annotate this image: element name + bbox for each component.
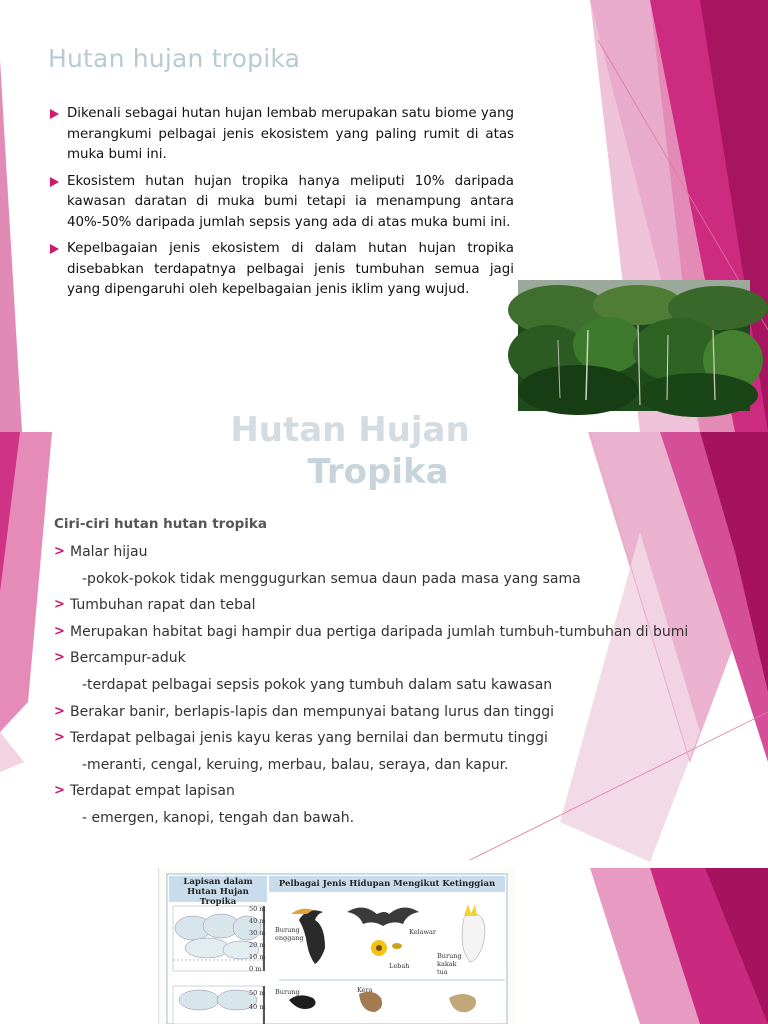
list-subitem (54, 672, 744, 699)
list-item-text: Terdapat pelbagai jenis kayu keras yang bernilai dan bermutu tinggi (70, 730, 548, 747)
animal-label: Kera (357, 986, 373, 994)
slide-1 (0, 0, 768, 432)
list-subitem (54, 752, 744, 779)
list-item-text: Merupakan habitat bagi hampir dua pertiga daripada jumlah tumbuh-tumbuhan di bumi (70, 623, 689, 640)
triangle-bullet-icon (50, 109, 59, 119)
list-subitem (54, 566, 744, 593)
chevron-right-icon: > (54, 730, 65, 746)
list-item (54, 645, 744, 672)
list-item (54, 539, 744, 566)
list-item (54, 619, 744, 646)
bullet-text: Kepelbagaian jenis ekosistem di dalam hutan hujan tropika disebabkan terdapatnya pelbagai jenis tumbuhan semua jagi yang dipengaruhi oleh kepelbagaian jenis iklim yang wujud. (67, 241, 514, 297)
section-heading: Ciri-ciri hutan hutan tropika (54, 516, 267, 532)
bullet-text: Dikenali sebagai hutan hujan lembab merupakan satu biome yang merangkumi pelbagai jenis ekosistem yang paling rumit di atas muka bumi ini. (67, 106, 514, 162)
scale-label: 0 m (249, 965, 262, 973)
chevron-right-icon: > (54, 544, 65, 559)
scale-label: 40 m (249, 1003, 266, 1011)
list-subitem-text: -terdapat pelbagai sepsis pokok yang tumbuh dalam satu kawasan (82, 676, 553, 693)
scale-label: 40 m (249, 917, 266, 925)
chevron-right-icon: > (54, 703, 65, 719)
ghost-title-top: Hutan Hujan (230, 410, 470, 450)
forest-layers-figure (158, 868, 515, 1024)
figure-right-title: Pelbagai Jenis Hidupan Mengikut Ketinggian (278, 879, 496, 889)
list-item-text: Malar hijau (70, 544, 148, 560)
scale-label: 20 m (249, 941, 266, 949)
bullet-text: Ekosistem hutan hujan tropika hanya meliputi 10% daripada kawasan daratan di muka bumi tetapi ia menampung antara 40%-50% daripada jumlah sepsis yang ada di atas muka bumi ini. (67, 173, 514, 230)
bullet-item (48, 172, 514, 234)
list-item (54, 592, 744, 619)
slide-2 (0, 410, 768, 1024)
list-item (54, 778, 744, 805)
animal-label: Lebah (389, 962, 410, 970)
list-item-text: Bercampur-aduk (70, 650, 186, 667)
scale-label: 30 m (249, 929, 266, 937)
animal-label: Burung enggang (275, 926, 304, 942)
scale-label: 50 m (249, 989, 266, 997)
list-subitem-text: -meranti, cengal, keruing, merbau, balau, seraya, dan kapur. (82, 756, 509, 773)
ghost-title: Tropika (307, 452, 449, 492)
chevron-right-icon: > (54, 597, 65, 613)
chevron-right-icon: > (54, 623, 65, 639)
slide-1-bullet-list (48, 104, 514, 307)
list-subitem-text: -pokok-pokok tidak menggugurkan semua daun pada masa yang sama (82, 570, 581, 587)
chevron-right-icon: > (54, 783, 65, 799)
characteristics-list (54, 539, 744, 832)
bullet-item (48, 239, 514, 301)
triangle-bullet-icon (50, 177, 59, 187)
bullet-item (48, 104, 514, 166)
scale-label: 50 m (249, 905, 266, 913)
triangle-bullet-icon (50, 244, 59, 254)
list-item (54, 699, 744, 726)
list-item-text: Berakar banir, berlapis-lapis dan mempunyai batang lurus dan tinggi (70, 703, 555, 720)
scale-label: 10 m (249, 953, 266, 961)
animal-label: Kelawar (409, 928, 437, 936)
list-subitem-text: - emergen, kanopi, tengah dan bawah. (82, 809, 355, 826)
list-item-text: Terdapat empat lapisan (70, 783, 235, 800)
slide-title: Hutan hujan tropika (48, 44, 301, 73)
list-item-text: Tumbuhan rapat dan tebal (70, 597, 256, 614)
forest-photo (518, 280, 750, 411)
chevron-right-icon: > (54, 650, 65, 666)
list-item (54, 725, 744, 752)
animal-label: Burung kakak tua (437, 952, 462, 976)
figure-left-title: Lapisan dalam Hutan Hujan Tropika (183, 877, 253, 907)
list-subitem (54, 805, 744, 832)
animal-label: Burung (275, 988, 300, 996)
